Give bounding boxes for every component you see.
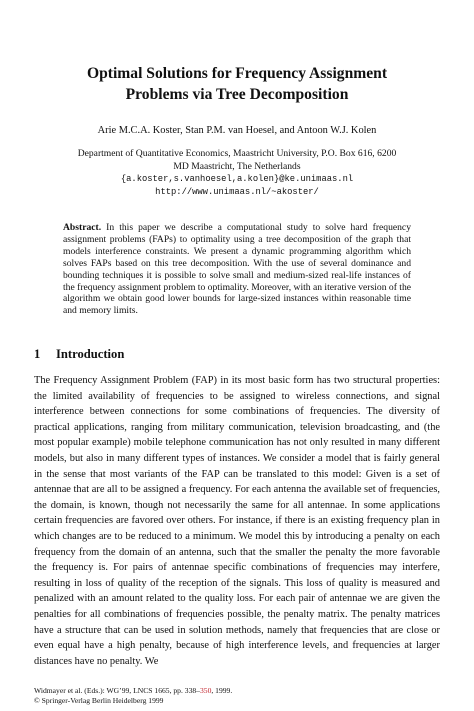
affiliation-line-1: Department of Quantitative Economics, Maastricht University, P.O. Box 616, 6200 xyxy=(77,148,397,159)
author-homepage-url: http://www.unimaas.nl/~akoster/ xyxy=(155,186,319,197)
citation-line xyxy=(34,686,232,696)
affiliation-line-2: MD Maastricht, The Netherlands xyxy=(173,160,301,172)
section-title: Introduction xyxy=(56,347,125,361)
author-emails: {a.koster,s.vanhoesel,a.kolen}@ke.unimaas.nl xyxy=(120,174,354,185)
section-number: 1 xyxy=(34,347,41,361)
abstract xyxy=(63,222,411,317)
author-list: Arie M.C.A. Koster, Stan P.M. van Hoesel, and Antoon W.J. Kolen xyxy=(97,125,377,136)
abstract-text: In this paper we describe a computational study to solve hard frequency assignment problems (FAPs) to optimality using a tree decomposition of the graph that models interference constraints. We present a dynamic programming algorithm which solves FAPs based on this tree decomposition. With the use of several dominance and bounding techniques it is possible to solve small and medium-sized real-life instances of the frequency assignment problem to optimality. Moreover, with an iterative version of the algorithm we obtain good lower bounds for large-sized instances within reasonable time and memory limits. xyxy=(63,222,412,317)
page-end-link[interactable]: 350 xyxy=(199,686,212,695)
publication-footnote xyxy=(34,686,232,706)
affiliation-block xyxy=(0,148,474,198)
copyright-line: © Springer-Verlag Berlin Heidelberg 1999 xyxy=(34,696,164,705)
section-heading xyxy=(34,346,124,362)
body-paragraph: The Frequency Assignment Problem (FAP) in its most basic form has two structural properties: the limited availability of frequencies to be assigned to wireless connections, and signal interference between connections for some combinations of frequencies. The diversity of practical applications, ranging from military communication, television broadcasting, and (the most popular example) mobile telephone communication has not only resulted in many different models, but also in many different types of instances. We consider a model that is fairly general in the sense that most variants of the FAP can be translated to this model: Given is a set of antennae that are all to be assigned a frequency. For each antenna the available set of frequencies, the domain, is known, though not necessarily the same for all antennae. In some applications certain frequencies are favored over others. For instance, if there is an existing frequency plan in which changes are to be reduced to a minimum. We model this by introducing a penalty on each frequency from the domain of an antenna, such that the smaller the penalty the more favorable the frequency is. For pairs of antennae specific combinations of frequencies may interfere, resulting in loss of quality of the reception of the signals. This loss of quality is measured and penalized with an amount related to the quality loss. For each pair of antennae we are given the penalties for all combinations of frequencies possible, the penalty matrix. The penalty matrices have a structure that can be used in solution methods, namely that frequencies that are close or even equal have a high penalty, because of high interference levels, and frequencies at larger distances have no penalty. We xyxy=(34,375,440,667)
citation-prefix: Widmayer et al. (Eds.): WG’99, LNCS 1665, pp. 338– xyxy=(34,686,200,695)
paper-title xyxy=(0,63,474,105)
citation-suffix: , 1999. xyxy=(211,686,233,695)
paper-title-line-2: Problems via Tree Decomposition xyxy=(125,86,349,103)
abstract-label: Abstract. xyxy=(63,222,102,233)
paper-title-line-1: Optimal Solutions for Frequency Assignment xyxy=(86,65,388,82)
